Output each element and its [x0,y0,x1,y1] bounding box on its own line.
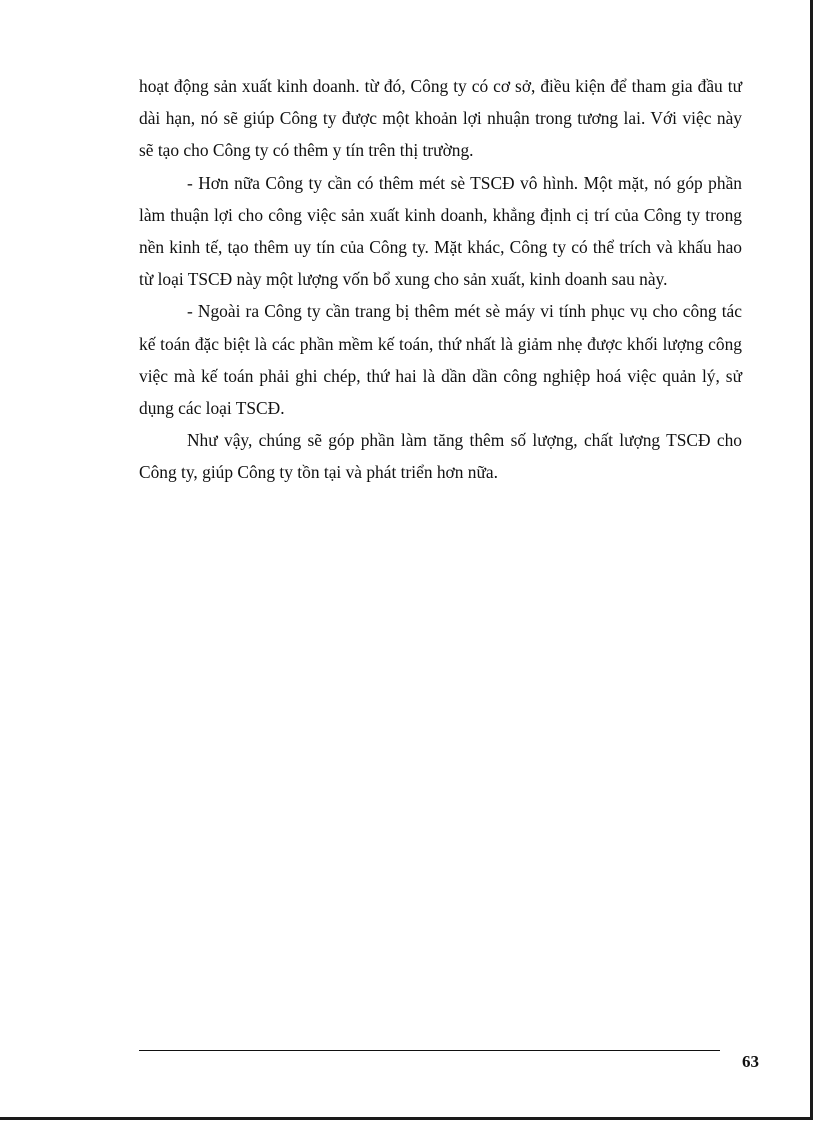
paragraph-continuation: hoạt động sản xuất kinh doanh. từ đó, Công ty có cơ sở, điều kiện để tham gia đầu tư dài hạn, nó sẽ giúp Công ty được một khoản lợi nhuận trong tương lai. Với việc này sẽ tạo cho Công ty có thêm y tín trên thị trường. [139,76,742,161]
page-number: 63 [742,1052,759,1071]
footer-rule [139,1050,720,1051]
document-body [139,70,742,489]
paragraph-computers: - Ngoài ra Công ty cần trang bị thêm mét sè máy vi tính phục vụ cho công tác kế toán đặc biệt là các phần mềm kế toán, thứ nhất là giảm nhẹ được khối lượng công việc mà kế toán phải ghi chép, thứ hai là dần dần công nghiệp hoá việc quản lý, sử dụng các loại TSCĐ. [139,301,742,419]
paragraph-intangible-assets: - Hơn nữa Công ty cần có thêm mét sè TSCĐ vô hình. Một mặt, nó góp phần làm thuận lợi cho công việc sản xuất kinh doanh, khẳng định cị trí của Công ty trong nền kinh tế, tạo thêm uy tín của Công ty. Mặt khác, Công ty có thể trích và khấu hao từ loại TSCĐ này một lượng vốn bổ xung cho sản xuất, kinh doanh sau này. [139,172,742,290]
paragraph-conclusion: Như vậy, chúng sẽ góp phần làm tăng thêm số lượng, chất lượng TSCĐ cho Công ty, giúp Công ty tồn tại và phát triển hơn nữa. [139,430,742,483]
